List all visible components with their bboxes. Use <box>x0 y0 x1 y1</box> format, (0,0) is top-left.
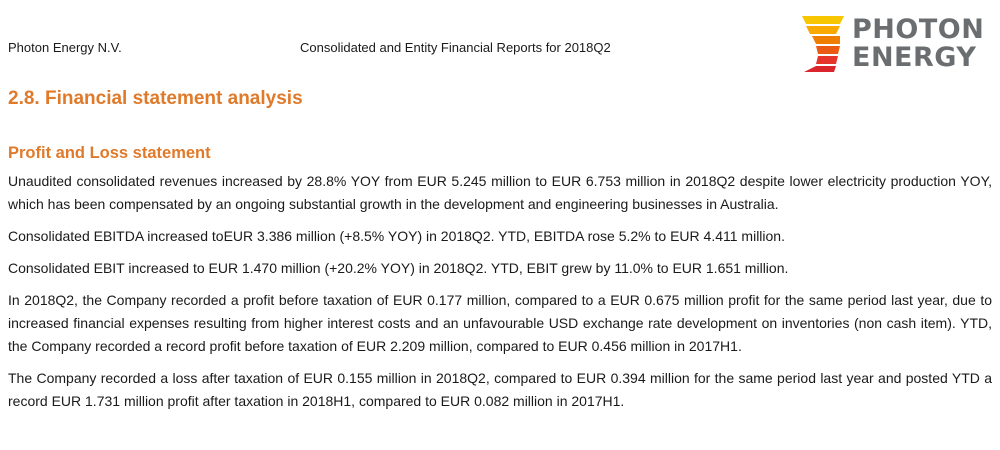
photon-energy-logo <box>800 16 990 76</box>
paragraph-ebitda: Consolidated EBITDA increased toEUR 3.386 million (+8.5% YOY) in 2018Q2. YTD, EBITDA rose 5.2% to EUR 4.411 million. <box>8 228 785 244</box>
section-heading: 2.8. Financial statement analysis <box>8 88 303 109</box>
body-text <box>8 170 992 422</box>
logo-line-2: ENERGY <box>852 42 977 73</box>
paragraph-profit-before-tax: In 2018Q2, the Company recorded a profit before taxation of EUR 0.177 million, compared to a EUR 0.675 million profit for the same period last year, due to increased financial expenses resulting from higher interest costs and an unfavourable USD exchange rate development on inventories (non cash item). YTD, the Company recorded a record profit before taxation of EUR 2.209 million, compared to EUR 0.456 million in 2017H1. <box>8 292 992 354</box>
logo-mark-icon <box>800 16 846 72</box>
company-name: Photon Energy N.V. <box>8 40 122 55</box>
paragraph-ebit: Consolidated EBIT increased to EUR 1.470 million (+20.2% YOY) in 2018Q2. YTD, EBIT grew by 11.0% to EUR 1.651 million. <box>8 260 789 276</box>
logo-line-1: PHOTON <box>852 14 985 45</box>
paragraph-revenues: Unaudited consolidated revenues increased by 28.8% YOY from EUR 5.245 million to EUR 6.753 million in 2018Q2 despite lower electricity production YOY, which has been compensated by an ongoing substantial growth in the development and engineering businesses in Australia. <box>8 173 992 212</box>
paragraph-profit-after-tax: The Company recorded a loss after taxation of EUR 0.155 million in 2018Q2, compared to EUR 0.394 million for the same period last year and posted YTD a record EUR 1.731 million profit after taxation in 2018H1, compared to EUR 0.082 million in 2017H1. <box>8 370 992 409</box>
report-title: Consolidated and Entity Financial Reports for 2018Q2 <box>300 40 611 55</box>
logo-wordmark <box>852 16 984 72</box>
subsection-heading: Profit and Loss statement <box>8 144 211 162</box>
